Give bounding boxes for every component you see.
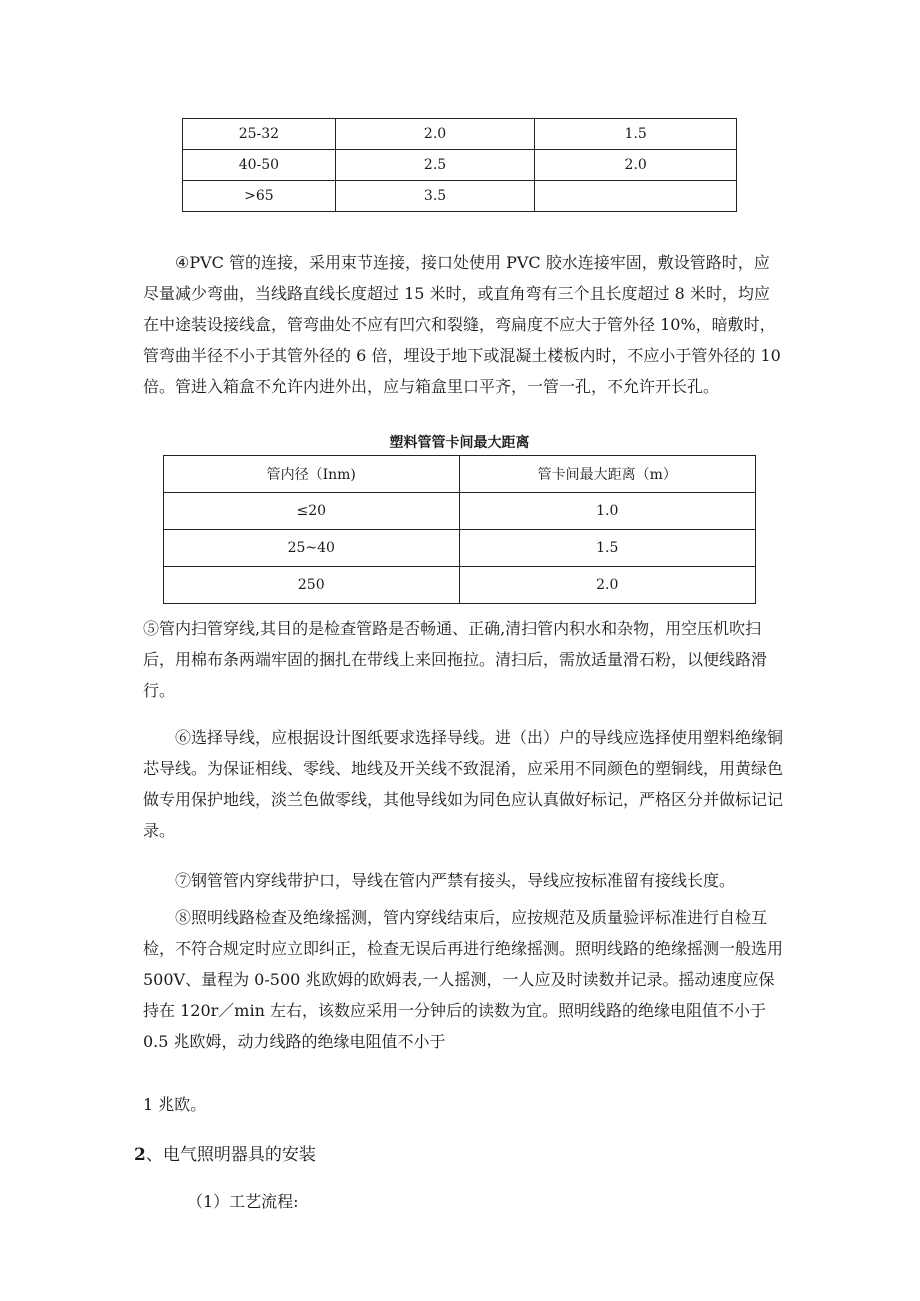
table-row (183, 181, 737, 212)
table-header-cell: 管内径（Inm) (164, 456, 460, 493)
paragraph-steel-pipe-wiring: ⑦钢管管内穿线带护口，导线在管内严禁有接头，导线应按标准留有接线长度。 (175, 871, 736, 890)
table-cell: 40-50 (183, 150, 336, 181)
section-title: 、电气照明器具的安装 (145, 1145, 316, 1165)
table-row (183, 119, 737, 150)
table-cell: 25-32 (183, 119, 336, 150)
plastic-pipe-clamp-table (163, 455, 756, 604)
table-cell: 1.5 (535, 119, 737, 150)
table-row (164, 567, 756, 604)
paragraph-insulation-test: ⑧照明线路检查及绝缘摇测，管内穿线结束后，应按规范及质量验评标准进行自检互检，不符合规定时应立即纠正，检查无误后再进行绝缘摇测。照明线路的绝缘摇测一般选用 500V、量程为 0-500 兆欧姆的欧姆表,一人摇测，一人应及时读数并记录。摇动速度应保持在 120r／min 左右，该数应采用一分钟后的读数为宜。照明线路的绝缘电阻值不小于 0.5 兆欧姆，动力线路的绝缘电阻值不小于 (143, 908, 784, 1051)
table-cell: >65 (183, 181, 336, 212)
table-cell: 2.0 (459, 567, 756, 604)
table-header-row (164, 456, 756, 493)
table-cell: 2.0 (335, 119, 535, 150)
table-cell: ≤20 (164, 493, 460, 530)
section-heading (134, 1140, 316, 1165)
table-cell: 25~40 (164, 530, 460, 567)
table-cell: 2.0 (535, 150, 737, 181)
paragraph-wire-selection: ⑥选择导线，应根据设计图纸要求选择导线。进（出）户的导线应选择使用塑料绝缘铜芯导线。为保证相线、零线、地线及开关线不致混淆，应采用不同颜色的塑铜线，用黄绿色做专用保护地线，淡兰色做零线，其他导线如为同色应认真做好标记，严格区分并做标记记录。 (143, 728, 784, 840)
table-cell: 250 (164, 567, 460, 604)
table-row (183, 150, 737, 181)
table-header-cell: 管卡间最大距离（m） (459, 456, 756, 493)
table-cell: 1.0 (459, 493, 756, 530)
section-number: 2 (134, 1145, 146, 1165)
paragraph-pvc-connection: ④PVC 管的连接，采用束节连接，接口处使用 PVC 胶水连接牢固，敷设管路时，应尽量减少弯曲，当线路直线长度超过 15 米时，或直角弯有三个且长度超过 8 米时，均应在中途装设接线盒，管弯曲处不应有凹穴和裂缝，弯扁度不应大于管外径 10%，暗敷时，管弯曲半径不小于其管外径的 6 倍，埋设于地下或混凝土楼板内时，不应小于管外径的 10 倍。管进入箱盒不允许内进外出，应与箱盒里口平齐，一管一孔，不允许开长孔。 (143, 253, 781, 396)
table-row (164, 493, 756, 530)
table-caption: 塑料管管卡间最大距离 (389, 435, 530, 451)
table-row (164, 530, 756, 567)
table-cell (535, 181, 737, 212)
table-cell: 1.5 (459, 530, 756, 567)
table-cell: 3.5 (335, 181, 535, 212)
paragraph-insulation-test-tail: 1 兆欧。 (143, 1095, 207, 1114)
table-cell: 2.5 (335, 150, 535, 181)
subsection-heading: （1）工艺流程: (187, 1192, 299, 1211)
pipe-spacing-table-continued (182, 118, 737, 212)
paragraph-pipe-cleaning: ⑤管内扫管穿线,其目的是检查管路是否畅通、正确,清扫管内积水和杂物，用空压机吹扫后，用棉布条两端牢固的捆扎在带线上来回拖拉。清扫后，需放适量滑石粉，以便线路滑行。 (143, 619, 768, 700)
